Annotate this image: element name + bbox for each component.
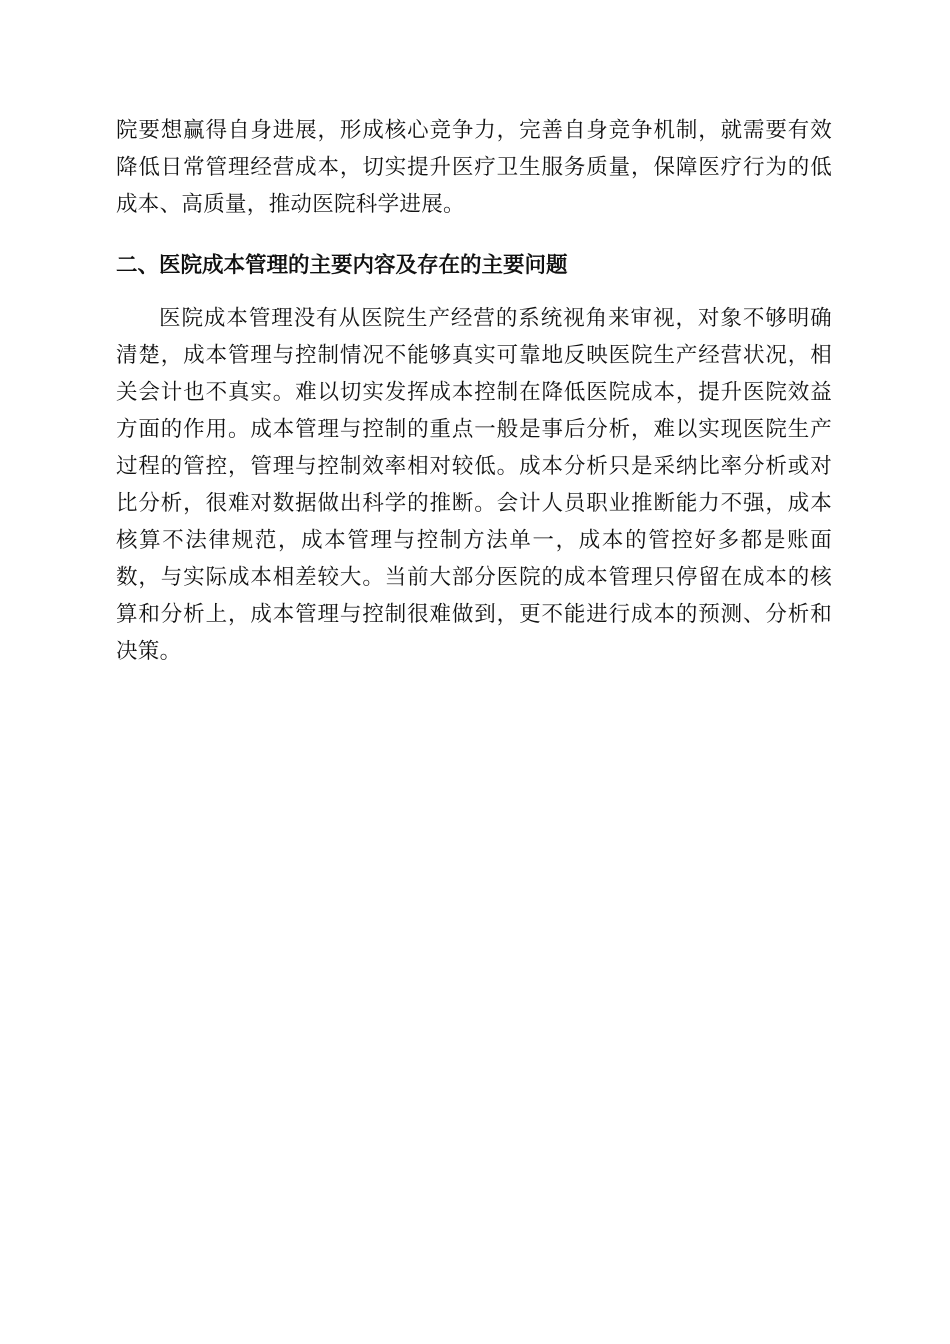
section-heading: 二、医院成本管理的主要内容及存在的主要问题 [116, 253, 568, 278]
paragraph-line: 算和分析上，成本管理与控制很难做到，更不能进行成本的预测、分析和 [116, 602, 832, 627]
paragraph-intro [116, 112, 832, 223]
paragraph-line: 数，与实际成本相差较大。当前大部分医院的成本管理只停留在成本的核 [116, 565, 832, 590]
paragraph-body [116, 300, 832, 670]
paragraph-line: 比分析，很难对数据做出科学的推断。会计人员职业推断能力不强，成本 [116, 491, 832, 516]
paragraph-line: 院要想赢得自身进展，形成核心竞争力，完善自身竞争机制，就需要有效 [116, 118, 832, 143]
paragraph-line: 过程的管控，管理与控制效率相对较低。成本分析只是采纳比率分析或对 [116, 454, 832, 479]
paragraph-line: 决策。 [116, 639, 182, 664]
paragraph-line: 方面的作用。成本管理与控制的重点一般是事后分析，难以实现医院生产 [116, 417, 832, 442]
paragraph-line: 清楚，成本管理与控制情况不能够真实可靠地反映医院生产经营状况，相 [116, 343, 832, 368]
paragraph-line: 关会计也不真实。难以切实发挥成本控制在降低医院成本，提升医院效益 [116, 380, 832, 405]
paragraph-line: 成本、高质量，推动医院科学进展。 [116, 192, 465, 217]
paragraph-line: 医院成本管理没有从医院生产经营的系统视角来审视，对象不够明确 [159, 306, 832, 331]
paragraph-line: 降低日常管理经营成本，切实提升医疗卫生服务质量，保障医疗行为的低 [116, 155, 832, 180]
document-body [116, 112, 832, 670]
paragraph-line: 核算不法律规范，成本管理与控制方法单一，成本的管控好多都是账面 [116, 528, 832, 553]
